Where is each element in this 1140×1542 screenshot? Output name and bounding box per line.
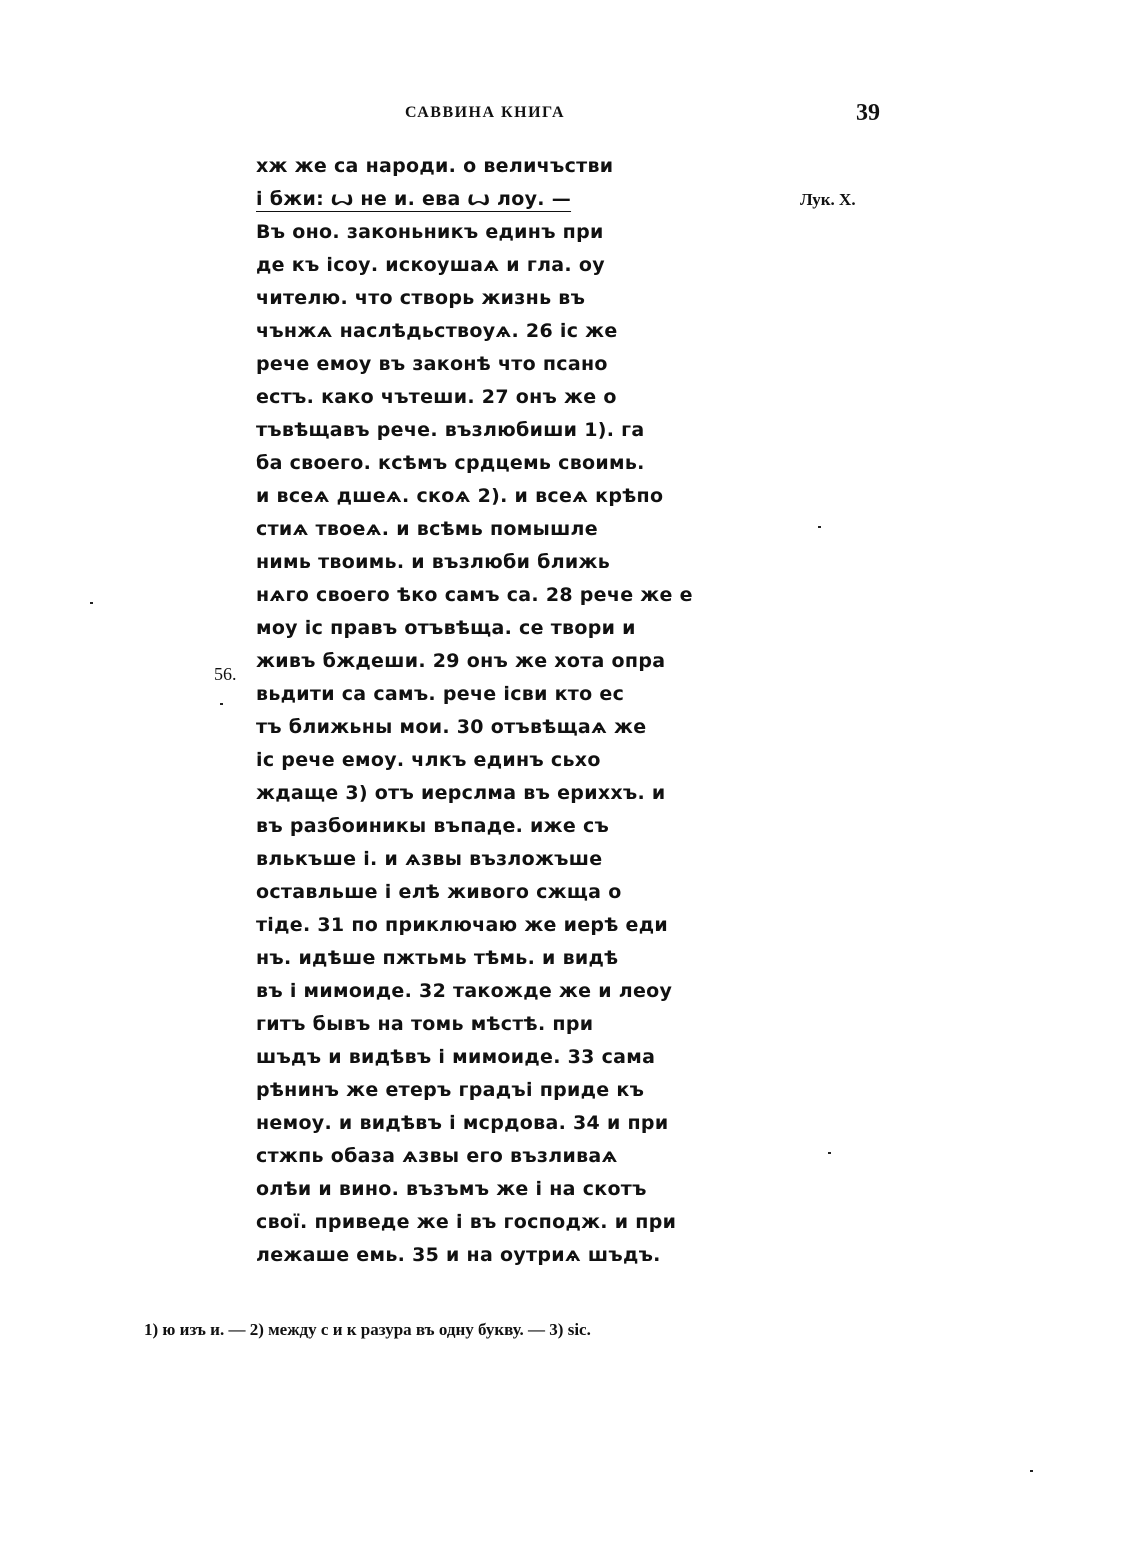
line-marker: 56. bbox=[214, 664, 237, 684]
text-line: хж же са народи. о величъстви bbox=[256, 155, 614, 177]
scan-speck bbox=[1030, 1470, 1033, 1472]
text-line: іс рече емоу. члкъ единъ сьхо bbox=[256, 749, 601, 771]
text-line: шъдъ и видѣвъ і мимоиде. 33 сама bbox=[256, 1046, 656, 1068]
text-line: чънжѧ наслѣдьствоуѧ. 26 іс же bbox=[256, 320, 618, 342]
scan-speck bbox=[90, 602, 93, 604]
scan-speck bbox=[220, 703, 223, 705]
text-line: влькъше і. и ѧзвы възложъше bbox=[256, 848, 603, 870]
text-line: и всеѧ дшеѧ. скоѧ 2). и всеѧ крѣпо bbox=[256, 485, 664, 507]
text-line: Въ оно. законьникъ единъ при bbox=[256, 221, 604, 243]
text-line: нѧго своего ѣко самъ са. 28 рече же е bbox=[256, 584, 693, 606]
text-line: рече емоу въ законѣ что псано bbox=[256, 353, 608, 375]
text-line: тъвѣщавъ рече. възлюбиши 1). га bbox=[256, 419, 645, 441]
text-line: олѣи и вино. възъмъ же і на скотъ bbox=[256, 1178, 647, 1200]
text-line: вьдити са самъ. рече ісви кто ес bbox=[256, 683, 625, 705]
text-line: нъ. идѣше пжтьмь тѣмь. и видѣ bbox=[256, 947, 619, 969]
text-line: стжпь обаза ѧзвы его възливаѧ bbox=[256, 1145, 618, 1167]
text-line: ба своего. ксѣмъ срдцемь своимь. bbox=[256, 452, 645, 474]
page-header-title: САВВИНА КНИГА bbox=[404, 104, 566, 121]
text-line: лежаше емь. 35 и на оутриѧ шъдъ. bbox=[256, 1244, 661, 1266]
text-line: въ разбоиникы въпаде. иже съ bbox=[256, 815, 610, 837]
text-line: въ і мимоиде. 32 такожде же и леоу bbox=[256, 980, 673, 1002]
text-line: гитъ бывъ на томь мѣстѣ. при bbox=[256, 1013, 594, 1035]
text-line: немоу. и видѣвъ і мсрдова. 34 и при bbox=[256, 1112, 669, 1134]
scan-speck bbox=[828, 1152, 831, 1154]
text-line: оставльше і елѣ живого сжща о bbox=[256, 881, 622, 903]
text-line: і бжи: ꙍ не и. ева ꙍ лоу. — bbox=[256, 188, 572, 210]
page-number: 39 bbox=[856, 100, 880, 126]
text-line: чителю. что створь жизнь въ bbox=[256, 287, 586, 309]
text-body bbox=[256, 150, 693, 1272]
text-line: моу іс правъ отъвѣща. се твори и bbox=[256, 617, 636, 639]
text-line: тіде. 31 по приключаю же иерѣ еди bbox=[256, 914, 668, 936]
text-line: естъ. како чътеши. 27 онъ же о bbox=[256, 386, 617, 408]
scan-speck bbox=[818, 526, 821, 528]
text-line: тъ ближьны мои. 30 отъвѣщаѧ же bbox=[256, 716, 647, 738]
text-line: свої. приведе же і въ господж. и при bbox=[256, 1211, 677, 1233]
text-line: нимь твоимь. и възлюби ближь bbox=[256, 551, 611, 573]
text-line: ждаще 3) отъ иерслма въ ериххъ. и bbox=[256, 782, 666, 804]
text-line: де къ ісоу. искоушаѧ и гла. оу bbox=[256, 254, 605, 276]
footnotes: 1) ю изъ и. — 2) между с и к разура въ одну букву. — 3) sic. bbox=[144, 1320, 591, 1339]
text-line: стиѧ твоеѧ. и всѣмь помышле bbox=[256, 518, 598, 540]
text-line: рѣнинъ же етеръ градъі приде къ bbox=[256, 1079, 645, 1101]
margin-reference: Лук. X. bbox=[800, 190, 856, 209]
text-line: живъ бждеши. 29 онъ же хота опра bbox=[256, 650, 666, 672]
